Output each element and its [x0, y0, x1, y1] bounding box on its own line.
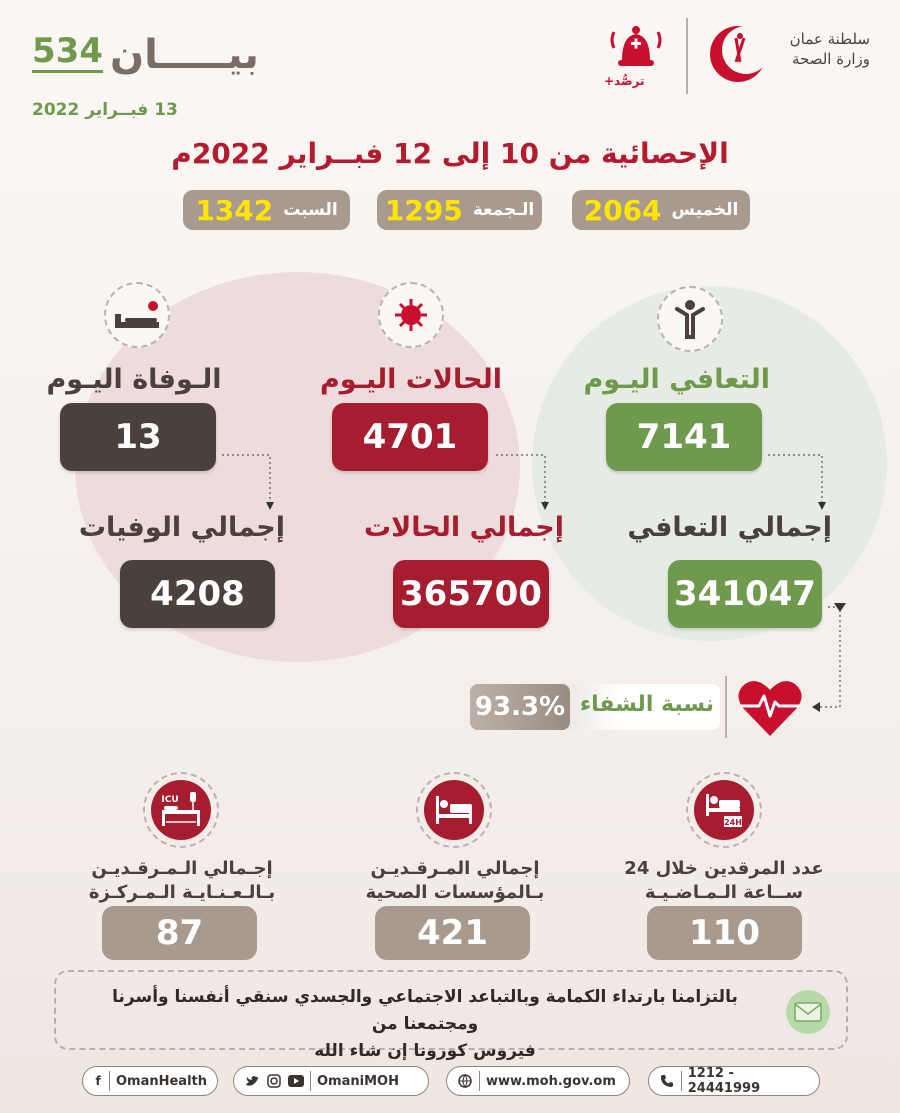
- icu-bed-icon: [158, 790, 204, 830]
- hosp-total-label: إجمالي المـرقـديـن بـالمؤسسات الصحية: [365, 858, 545, 904]
- recovery-rate-divider: [725, 676, 727, 738]
- recovery-today-label: التعافي اليـوم: [583, 364, 770, 395]
- message-text: بالتزامنا بارتداء الكمامة وبالتباعد الاجتماعي والجسدي سنقي أنفسنا وأسرنا ومجتمعنا من فيروس كورونا إن شاء الله: [112, 987, 738, 1062]
- website-url: www.moh.gov.om: [486, 1073, 616, 1089]
- tarassud-label: ترصُّد+: [604, 74, 645, 88]
- stats-title: الإحصائية من 10 إلى 12 فبــراير 2022م: [171, 137, 729, 170]
- day-label: السبت: [283, 200, 338, 220]
- svg-text:ICU: ICU: [161, 795, 179, 805]
- recovery-rate-label: نسبة الشفاء: [579, 692, 714, 717]
- instagram-icon: [266, 1073, 282, 1089]
- deaths-today-value: 13: [60, 403, 216, 471]
- social-handle: OmaniMOH: [317, 1073, 399, 1089]
- recovery-total-value: 341047: [668, 560, 822, 628]
- icu-icon-circle: [143, 772, 219, 848]
- footer-website[interactable]: [446, 1066, 630, 1096]
- day-label: الـجمعة: [472, 200, 535, 220]
- hosp-total-value: 421: [375, 906, 530, 960]
- day-value: 1342: [195, 193, 274, 227]
- recovery-rate-value: 93.3%: [470, 684, 570, 730]
- cases-total-value: 365700: [393, 560, 549, 628]
- icu-label: إجـمالي الـمـرقـديـن بـالـعـنـايـة الـمـركـزة: [88, 858, 276, 904]
- twitter-icon: [244, 1073, 260, 1089]
- footer-social[interactable]: [233, 1066, 429, 1096]
- facebook-icon: f: [95, 1074, 101, 1088]
- day-value: 2064: [583, 193, 662, 227]
- icu-value: 87: [102, 906, 257, 960]
- hosp24-value: 110: [647, 906, 802, 960]
- heart-pulse-icon: [735, 674, 805, 740]
- day-label: الخميس: [671, 200, 739, 220]
- deaths-today-label: الـوفاة اليـوم: [46, 364, 222, 395]
- footer-phone[interactable]: [648, 1066, 820, 1096]
- recovery-today-value: 7141: [606, 403, 762, 471]
- footer-facebook[interactable]: [82, 1066, 218, 1096]
- globe-icon: [457, 1073, 473, 1089]
- hosp24-icon-circle: [686, 772, 762, 848]
- recovery-rate-pill: [470, 684, 720, 730]
- deaths-total-value: 4208: [120, 560, 275, 628]
- statement-title: بيـــــان: [110, 32, 259, 78]
- message-box: [54, 970, 848, 1062]
- hosp24-label: عدد المرقدين خلال 24 ســاعة الـمـاضـيـة: [624, 858, 824, 904]
- facebook-handle: OmanHealth: [115, 1073, 207, 1089]
- hosp-total-icon-circle: [416, 772, 492, 848]
- statement-date: 13 فبــراير 2022: [32, 100, 178, 120]
- phone-number: 1212 - 24441999: [687, 1066, 761, 1096]
- statement-number: 534: [32, 31, 103, 71]
- phone-icon: [659, 1073, 675, 1089]
- svg-text:24H: 24H: [724, 818, 742, 827]
- deaths-total-label: إجمالي الوفيات: [78, 512, 285, 543]
- cases-total-label: إجمالي الحالات: [363, 512, 564, 543]
- cases-today-label: الحالات اليـوم: [320, 364, 502, 395]
- cases-today-value: 4701: [332, 403, 488, 471]
- recovery-total-label: إجمالي التعافي: [627, 512, 832, 543]
- envelope-icon: [786, 990, 830, 1034]
- bed-24h-icon: [702, 790, 746, 830]
- day-value: 1295: [384, 193, 463, 227]
- youtube-icon: [288, 1073, 304, 1089]
- ministry-name: سلطنة عمان وزارة الصحة: [789, 30, 870, 68]
- hospital-bed-icon: [432, 792, 476, 828]
